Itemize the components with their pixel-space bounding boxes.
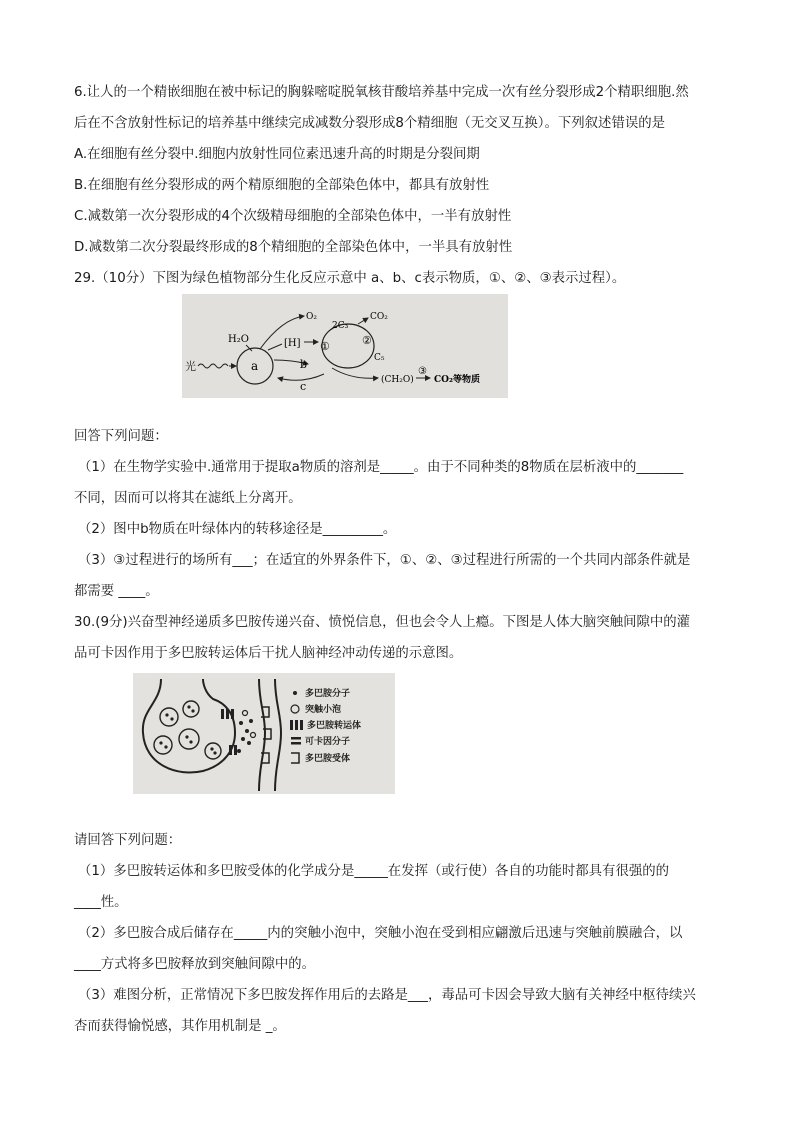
label-a: a [251,359,259,373]
q6-stem-line1: 6.让人的一个精嵌细胞在被中标记的胸躲嘧啶脱氧核苷酸培养基中完成一次有丝分裂形成2个精职细胞.然 [74,85,689,100]
label-co2: CO₂ [370,312,388,322]
legend-dopamine-icon [293,691,297,695]
process-3: ③ [418,366,427,377]
q29-sub1-line1: （1）在生物学实验中.通常用于提取a物质的溶剂是_____。由于不同种类的8物质在层析液中的_______ [78,460,684,475]
photosynthesis-diagram [182,294,508,398]
q30-stem-line1: 30.(9分)兴奋型神经递质多巴胺传递兴奋、愤悦信息，但也会令人上瘾。下图是人体大脑突触间隙中的灌 [74,615,691,630]
legend-dopamine: 多巴胺分子 [305,689,351,699]
legend-cocaine: 可卡因分子 [305,737,351,747]
q29-prompt: 回答下列问题： [74,429,168,444]
q30-prompt: 请回答下列问题： [74,833,182,848]
label-h: [H] [284,338,301,349]
q30-sub3-line2: 杏而获得愉悦感，其作用机制是 _。 [74,1019,286,1034]
label-c5: C₅ [374,353,385,363]
q29-sub2: （2）图中b物质在叶绿体内的转移途径是_________。 [78,522,397,537]
q6-option-c: C.减数第一次分裂形成的4个次级精母细胞的全部染色体中，一半有放射性 [74,209,512,224]
legend-vesicle: 突触小泡 [305,705,342,715]
q6-option-d: D.减数第二次分裂最终形成的8个精细胞的全部染色体中，一半具有放射性 [74,240,513,255]
legend-transporter: 多巴胺转运体 [307,721,362,731]
legend-cocaine-icon [291,737,301,740]
process-1: ① [320,340,330,353]
q30-sub2-line2: ____方式将多巴胺释放到突触间隙中的。 [74,957,316,972]
process-2: ② [362,334,372,347]
q30-sub2-line1: （2）多巴胺合成后储存在_____内的突触小泡中，突触小泡在受到相应翩激后迅速与突触前膜融合，以 [78,926,683,941]
q30-sub3-line1: （3）难图分析，正常情况下多巴胺发挥作用后的去路是___，毒品可卡因会导致大脑有关神经中枢待续兴 [78,988,696,1003]
q29-sub3-line1: （3）③过程进行的场所有___；在适宜的外界条件下，①、②、③过程进行所需的一个共同内部条件就是 [78,553,691,568]
label-o2: O₂ [306,312,317,322]
q6-option-a: A.在细胞有丝分裂中.细胞内放射性同位素迅速升高的时期是分裂间期 [74,147,480,162]
q6-stem-line2: 后在不含放射性标记的培养基中继续完成减数分裂形成8个精细胞（无交叉互换）。下列叙述错误的是 [74,116,666,131]
q29-stem: 29.（10分）下图为绿色植物部分生化反应示意中 a、b、c表示物质，①、②、③表示过程）。 [74,271,626,286]
label-h2o: H₂O [228,334,249,345]
q29-sub1-line2: 不同，因而可以将其在滤纸上分离开。 [74,491,302,506]
legend-receptor: 多巴胺受体 [305,754,351,764]
label-c3: 2C₃ [332,321,349,331]
label-c: c [300,380,307,393]
synapse-diagram [133,673,395,794]
label-product: CO₂等物质 [434,375,480,385]
label-ch2o: (CH₂O) [381,375,414,385]
q30-sub1-line2: ____性。 [74,895,128,910]
q6-option-b: B.在细胞有丝分裂形成的两个精原细胞的全部染色体中，都具有放射性 [74,178,490,193]
light-label: 光 [185,360,196,373]
q30-stem-line2: 品可卡因作用于多巴胺转运体后干扰人脑神经冲动传递的示意图。 [74,646,463,661]
q29-sub3-line2: 都需要 ____。 [74,584,159,599]
q30-sub1-line1: （1）多巴胺转运体和多巴胺受体的化学成分是_____在发挥（或行使）各自的功能时都具有很强的的 [78,864,670,879]
label-b: b [300,358,308,371]
legend-transporter-icon [290,720,293,730]
